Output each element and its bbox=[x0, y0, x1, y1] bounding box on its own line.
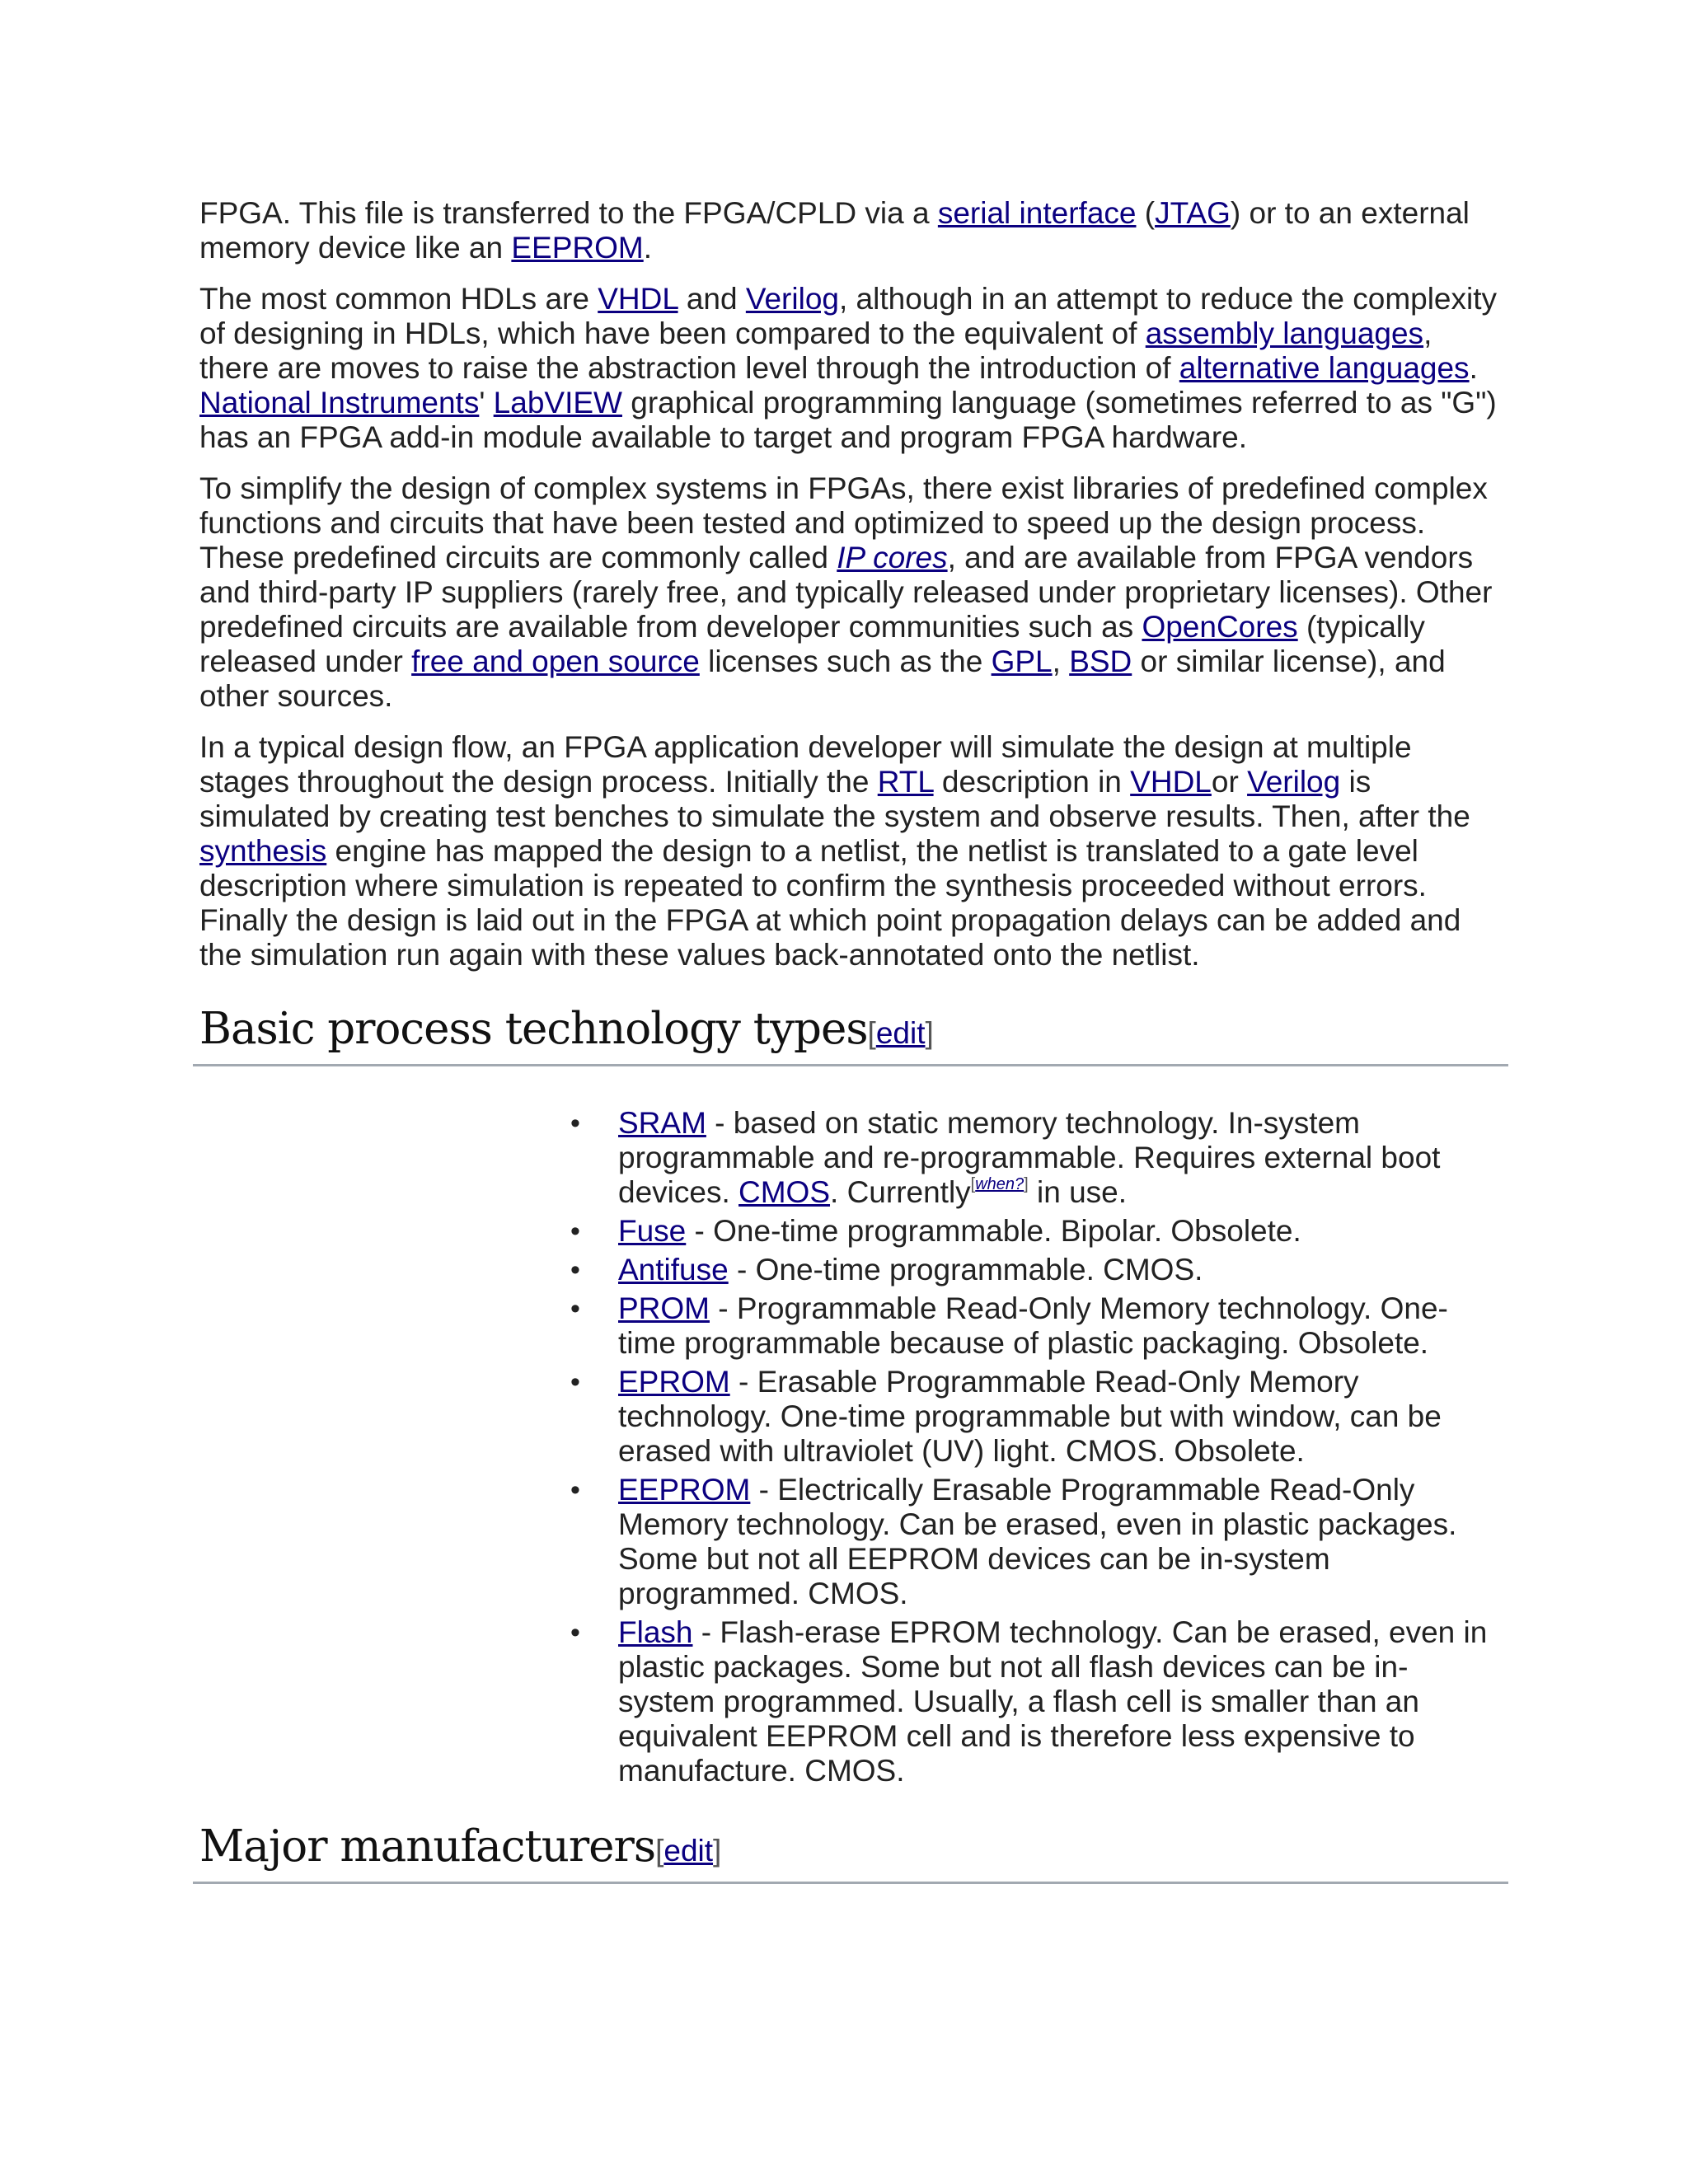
link-serial-interface[interactable]: serial interface bbox=[937, 196, 1137, 230]
link-sram[interactable]: SRAM bbox=[618, 1106, 706, 1140]
text: , there are moves to raise the abstraction level through the introduction of bbox=[199, 316, 1432, 385]
link-labview[interactable]: LabVIEW bbox=[493, 386, 622, 419]
list-item-sram bbox=[570, 1106, 1502, 1210]
link-antifuse[interactable]: Antifuse bbox=[618, 1253, 729, 1286]
bullet-icon: • bbox=[570, 1254, 580, 1286]
edit-section-link-wrapper bbox=[655, 1834, 721, 1868]
text: in use. bbox=[1028, 1175, 1128, 1209]
text: ' bbox=[479, 386, 494, 419]
link-vhdl-2[interactable]: VHDL bbox=[1130, 765, 1212, 799]
link-eeprom[interactable]: EEPROM bbox=[511, 231, 644, 265]
link-bsd[interactable]: BSD bbox=[1069, 644, 1132, 678]
text: - Electrically Erasable Programmable Read-Only Memory technology. Can be erased, even in plastic packages. Some but not all EEPROM devices can be in-system programmed. CMOS. bbox=[618, 1473, 1457, 1610]
edit-section-link-wrapper bbox=[868, 1016, 934, 1050]
bullet-icon: • bbox=[570, 1293, 580, 1324]
bracket: ] bbox=[1024, 1175, 1029, 1193]
text: The most common HDLs are bbox=[199, 282, 598, 316]
list-item-flash bbox=[570, 1615, 1502, 1788]
text: , and are available from FPGA vendors and third-party IP suppliers (rarely free, and typically released under proprietary licenses). Other predefined circuits are available from developer communities such as bbox=[199, 541, 1493, 644]
text: , although in an attempt to reduce the complexity of designing in HDLs, which have been compared to the equivalent of bbox=[199, 282, 1498, 350]
text: - One-time programmable. CMOS. bbox=[728, 1253, 1203, 1286]
text: licenses such as the bbox=[699, 644, 992, 678]
text: or similar license), and other sources. bbox=[199, 644, 1446, 713]
paragraph-design-flow bbox=[199, 730, 1502, 972]
text: or bbox=[1211, 765, 1248, 799]
text: To simplify the design of complex systems in FPGAs, there exist libraries of predefined complex functions and circuits that have been tested and optimized to speed up the design process. These predefined circuits are commonly called bbox=[199, 471, 1488, 574]
text: and bbox=[678, 282, 746, 316]
text: . Currently bbox=[830, 1175, 971, 1209]
list-item-eeprom bbox=[570, 1473, 1502, 1611]
list-item-fuse bbox=[570, 1214, 1502, 1249]
edit-section-link[interactable]: edit bbox=[875, 1016, 926, 1050]
bracket: ] bbox=[925, 1016, 934, 1050]
heading-basic-process-technology-types bbox=[193, 1004, 1508, 1066]
text: - based on static memory technology. In-system programmable and re-programmable. Requires external boot devices. bbox=[618, 1106, 1441, 1209]
link-fuse[interactable]: Fuse bbox=[618, 1214, 687, 1248]
link-eeprom-item[interactable]: EEPROM bbox=[618, 1473, 751, 1507]
text: - Programmable Read-Only Memory technology. One-time programmable because of plastic packaging. Obsolete. bbox=[618, 1291, 1448, 1360]
text: ( bbox=[1136, 196, 1156, 230]
link-ip-cores[interactable]: IP cores bbox=[837, 541, 948, 574]
paragraph-hdls bbox=[199, 282, 1502, 455]
bullet-icon: • bbox=[570, 1108, 580, 1139]
list-item-prom bbox=[570, 1291, 1502, 1361]
text: ) or to an external memory device like an bbox=[199, 196, 1470, 265]
edit-section-link[interactable]: edit bbox=[663, 1834, 714, 1868]
link-free-and-open-source[interactable]: free and open source bbox=[411, 644, 700, 678]
bracket: [ bbox=[655, 1834, 664, 1868]
text: - One-time programmable. Bipolar. Obsolete. bbox=[686, 1214, 1301, 1248]
bullet-icon: • bbox=[570, 1617, 580, 1648]
link-eprom[interactable]: EPROM bbox=[618, 1365, 730, 1399]
link-prom[interactable]: PROM bbox=[618, 1291, 710, 1325]
technology-list bbox=[199, 1106, 1502, 1788]
paragraph-ip-cores bbox=[199, 471, 1502, 714]
link-flash[interactable]: Flash bbox=[618, 1615, 693, 1649]
text: is simulated by creating test benches to simulate the system and observe results. Then, after the bbox=[199, 765, 1470, 833]
document-page bbox=[199, 196, 1502, 1884]
heading-text: Basic process technology types bbox=[199, 1004, 868, 1054]
text: graphical programming language (sometimes referred to as "G") has an FPGA add-in module available to target and program FPGA hardware. bbox=[199, 386, 1497, 454]
text: . bbox=[1469, 351, 1478, 385]
link-synthesis[interactable]: synthesis bbox=[199, 834, 327, 868]
text: (typically released under bbox=[199, 610, 1425, 678]
text: - Flash-erase EPROM technology. Can be erased, even in plastic packages. Some but not all flash devices can be in-system programmed. Usually, a flash cell is smaller than an equivalent EEPROM cell and is therefore less expensive to manufacture. CMOS. bbox=[618, 1615, 1488, 1788]
link-assembly-languages[interactable]: assembly languages bbox=[1145, 316, 1424, 350]
text: - Erasable Programmable Read-Only Memory technology. One-time programmable but with window, can be erased with ultraviolet (UV) light. CMOS. Obsolete. bbox=[618, 1365, 1442, 1468]
link-national-instruments[interactable]: National Instruments bbox=[199, 386, 480, 419]
link-rtl[interactable]: RTL bbox=[877, 765, 934, 799]
bracket: [ bbox=[867, 1016, 876, 1050]
link-jtag[interactable]: JTAG bbox=[1155, 196, 1231, 230]
bullet-icon: • bbox=[570, 1366, 580, 1398]
link-vhdl[interactable]: VHDL bbox=[598, 282, 678, 316]
citation-needed bbox=[971, 1175, 1029, 1193]
text: description in bbox=[933, 765, 1131, 799]
link-verilog-2[interactable]: Verilog bbox=[1247, 765, 1341, 799]
text: In a typical design flow, an FPGA application developer will simulate the design at multiple stages throughout the design process. Initially the bbox=[199, 730, 1412, 799]
bullet-icon: • bbox=[570, 1474, 580, 1506]
text: FPGA. This file is transferred to the FPGA/CPLD via a bbox=[199, 196, 938, 230]
text: , bbox=[1052, 644, 1070, 678]
link-alternative-languages[interactable]: alternative languages bbox=[1179, 351, 1470, 385]
text: . bbox=[643, 231, 653, 265]
heading-major-manufacturers bbox=[193, 1821, 1508, 1884]
bracket: [ bbox=[970, 1175, 976, 1193]
list-item-eprom bbox=[570, 1365, 1502, 1469]
heading-text: Major manufacturers bbox=[199, 1821, 656, 1872]
bracket: ] bbox=[713, 1834, 722, 1868]
link-verilog[interactable]: Verilog bbox=[745, 282, 839, 316]
link-when[interactable]: when? bbox=[975, 1175, 1025, 1193]
link-cmos[interactable]: CMOS bbox=[738, 1175, 831, 1209]
link-gpl[interactable]: GPL bbox=[991, 644, 1053, 678]
paragraph-bitstream bbox=[199, 196, 1502, 265]
bullet-icon: • bbox=[570, 1216, 580, 1247]
list-item-antifuse bbox=[570, 1253, 1502, 1287]
link-opencores[interactable]: OpenCores bbox=[1142, 610, 1298, 644]
text: engine has mapped the design to a netlist, the netlist is translated to a gate level description where simulation is repeated to confirm the synthesis proceeded without errors. Finally the design is laid out in the FPGA at which point propagation delays can be added and the simulation run again with these values back-annotated onto the netlist. bbox=[199, 834, 1461, 972]
